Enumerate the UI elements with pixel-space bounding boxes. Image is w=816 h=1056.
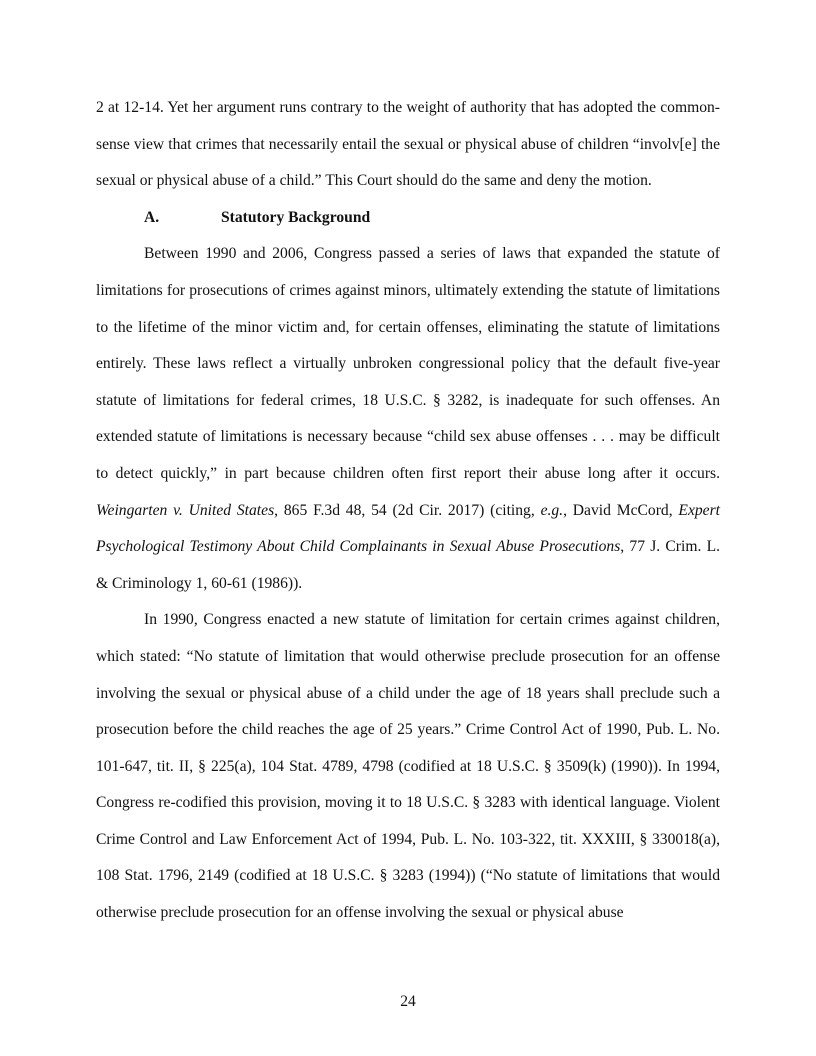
paragraph-text: , David McCord,	[563, 501, 679, 519]
page-number: 24	[400, 993, 416, 1010]
article-title: Expert Psychological Testimony About Child Complainants in Sexual Abuse Prosecutions	[96, 501, 720, 556]
section-heading	[96, 200, 720, 237]
intro-paragraph: 2 at 12-14. Yet her argument runs contrary to the weight of authority that has adopted the common-sense view that crimes that necessarily entail the sexual or physical abuse of children “involv[e] the sexual or physical abuse of a child.” This Court should do the same and deny the motion.	[96, 99, 720, 190]
paragraph-text: , 865 F.3d 48, 54 (2d Cir. 2017) (citing,	[274, 501, 541, 519]
eg-signal: e.g.	[540, 501, 564, 519]
statutory-background-paragraph	[96, 236, 720, 602]
section-title: Statutory Background	[221, 208, 371, 226]
case-citation-name: Weingarten v. United States	[96, 501, 275, 519]
history-paragraph: In 1990, Congress enacted a new statute of limitation for certain crimes against children, which stated: “No statute of limitation that would otherwise preclude prosecution for an offense involving the sexual or physical abuse of a child under the age of 18 years shall preclude such a prosecution before the child reaches the age of 25 years.” Crime Control Act of 1990, Pub. L. No. 101-647, tit. II, § 225(a), 104 Stat. 4789, 4798 (codified at 18 U.S.C. § 3509(k) (1990)). In 1994, Congress re-codified this provision, moving it to 18 U.S.C. § 3283 with identical language. Violent Crime Control and Law Enforcement Act of 1994, Pub. L. No. 103-322, tit. XXXIII, § 330018(a), 108 Stat. 1796, 2149 (codified at 18 U.S.C. § 3283 (1994)) (“No statute of limitations that would otherwise preclude prosecution for an offense involving the sexual or physical abuse	[96, 611, 720, 922]
document-page	[96, 90, 720, 932]
paragraph-text: Between 1990 and 2006, Congress passed a series of laws that expanded the statute of limitations for prosecutions of crimes against minors, ultimately extending the statute of limitations to the lifetime of the minor victim and, for certain offenses, eliminating the statute of limitations entirely. These laws reflect a virtually unbroken congressional policy that the default five-year statute of limitations for federal crimes, 18 U.S.C. § 3282, is inadequate for such offenses. An extended statute of limitations is necessary because “child sex abuse offenses . . . may be difficult to detect quickly,” in part because children often first report their abuse long after it occurs.	[96, 245, 720, 482]
section-letter: A.	[144, 208, 160, 226]
paragraph-text: , 77 J. Crim. L. & Criminology 1, 60-61 (1986)).	[96, 538, 720, 592]
